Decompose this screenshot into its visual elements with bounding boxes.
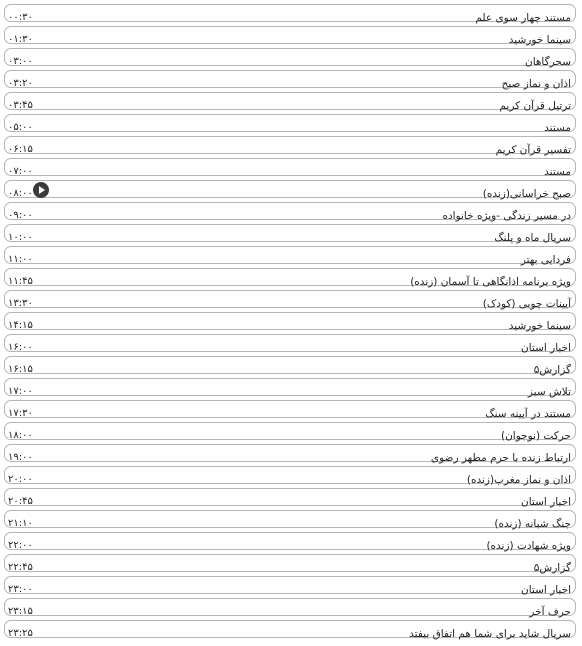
schedule-row[interactable]: [4, 488, 576, 506]
program-title: حرف آخر: [529, 606, 571, 618]
program-time: ۱۶:۱۵: [8, 364, 33, 375]
schedule-row[interactable]: [4, 202, 576, 220]
program-title: مستند: [544, 166, 571, 178]
schedule-row[interactable]: [4, 620, 576, 638]
schedule-row[interactable]: [4, 48, 576, 66]
program-time: ۱۰:۰۰: [8, 232, 33, 243]
program-title: اخبار استان: [521, 342, 571, 354]
program-time: ۲۳:۲۵: [8, 628, 33, 639]
program-time: ۰۶:۱۵: [8, 144, 33, 155]
program-title: مستند چهار سوی علم: [475, 12, 571, 24]
schedule-row[interactable]: [4, 510, 576, 528]
program-time: ۱۳:۳۰: [8, 298, 33, 309]
program-title: در مسیر زندگی -ویژه خانواده: [442, 210, 571, 222]
program-title: سحرگاهان: [524, 56, 571, 68]
schedule-row[interactable]: [4, 532, 576, 550]
schedule-row[interactable]: [4, 356, 576, 374]
schedule-row[interactable]: [4, 158, 576, 176]
program-time: ۱۶:۰۰: [8, 342, 33, 353]
schedule-row[interactable]: [4, 92, 576, 110]
program-title: ترتیل قرآن کریم: [499, 100, 571, 112]
program-time: ۲۳:۱۵: [8, 606, 33, 617]
schedule-row[interactable]: [4, 554, 576, 572]
program-title: فردایی بهتر: [520, 254, 571, 266]
program-title: جنگ شبانه (زنده): [494, 518, 571, 530]
program-title: مستند در آیینه سنگ: [485, 408, 571, 420]
program-title: سینما خورشید: [508, 34, 571, 46]
program-time: ۲۱:۱۰: [8, 518, 33, 529]
schedule-row[interactable]: [4, 378, 576, 396]
schedule-row[interactable]: [4, 114, 576, 132]
program-title: آیینات چوبی (کودک): [482, 298, 571, 310]
schedule-row[interactable]: [4, 290, 576, 308]
program-title: ویژه برنامه اذانگاهی تا آسمان (زنده): [410, 276, 571, 288]
program-time: ۰۷:۰۰: [8, 166, 33, 177]
program-title: اخبار استان: [521, 584, 571, 596]
schedule-row[interactable]: [4, 334, 576, 352]
program-title: گزارش۵: [533, 562, 571, 574]
schedule-row[interactable]: [4, 26, 576, 44]
program-title: اذان و نماز مغرب(زنده): [466, 474, 571, 486]
program-time: ۰۱:۳۰: [8, 34, 33, 45]
program-time: ۱۷:۰۰: [8, 386, 33, 397]
schedule-row[interactable]: [4, 268, 576, 286]
program-title: تفسیر قرآن کریم: [495, 144, 571, 156]
program-title: ویژه شهادت (زنده): [486, 540, 571, 552]
program-title: اذان و نماز صبح: [501, 78, 571, 90]
program-time: ۰۰:۳۰: [8, 12, 33, 23]
program-title: تلاش سبز: [527, 386, 571, 398]
play-circle-icon[interactable]: [33, 182, 49, 198]
program-time: ۰۸:۰۰: [8, 188, 33, 199]
schedule-row[interactable]: [4, 400, 576, 418]
program-time: ۱۹:۰۰: [8, 452, 33, 463]
program-title: سریال ماه و پلنگ: [494, 232, 571, 244]
program-time: ۰۳:۰۰: [8, 56, 33, 67]
schedule-row[interactable]: [4, 598, 576, 616]
program-title: حرکت (نوجوان): [500, 430, 571, 442]
program-time: ۱۸:۰۰: [8, 430, 33, 441]
program-title: سریال شاید برای شما هم اتفاق بیفتد: [409, 628, 571, 640]
schedule-row[interactable]: [4, 180, 576, 198]
program-time: ۰۹:۰۰: [8, 210, 33, 221]
program-title: اخبار استان: [521, 496, 571, 508]
program-time: ۲۰:۰۰: [8, 474, 33, 485]
program-time: ۱۴:۱۵: [8, 320, 33, 331]
program-title: مستند: [544, 122, 571, 134]
program-time: ۰۳:۲۰: [8, 78, 33, 89]
program-time: ۲۲:۴۵: [8, 562, 33, 573]
program-title: سینما خورشید: [508, 320, 571, 332]
schedule-row[interactable]: [4, 312, 576, 330]
schedule-row[interactable]: [4, 70, 576, 88]
program-time: ۱۱:۰۰: [8, 254, 33, 265]
schedule-row[interactable]: [4, 224, 576, 242]
program-time: ۰۳:۴۵: [8, 100, 33, 111]
program-time: ۰۵:۰۰: [8, 122, 33, 133]
program-title: صبح خراسانی(زنده): [482, 188, 571, 200]
program-title: گزارش۵: [533, 364, 571, 376]
schedule-row[interactable]: [4, 444, 576, 462]
program-time: ۲۲:۰۰: [8, 540, 33, 551]
program-time: ۲۰:۴۵: [8, 496, 33, 507]
schedule-row[interactable]: [4, 466, 576, 484]
program-time: ۱۷:۳۰: [8, 408, 33, 419]
schedule-row[interactable]: [4, 246, 576, 264]
schedule-row[interactable]: [4, 136, 576, 154]
schedule-row[interactable]: [4, 4, 576, 22]
program-time: ۱۱:۴۵: [8, 276, 33, 287]
program-title: ارتباط زنده با حرم مطهر رضوی: [430, 452, 571, 464]
schedule-row[interactable]: [4, 422, 576, 440]
schedule-row[interactable]: [4, 576, 576, 594]
program-time: ۲۳:۰۰: [8, 584, 33, 595]
